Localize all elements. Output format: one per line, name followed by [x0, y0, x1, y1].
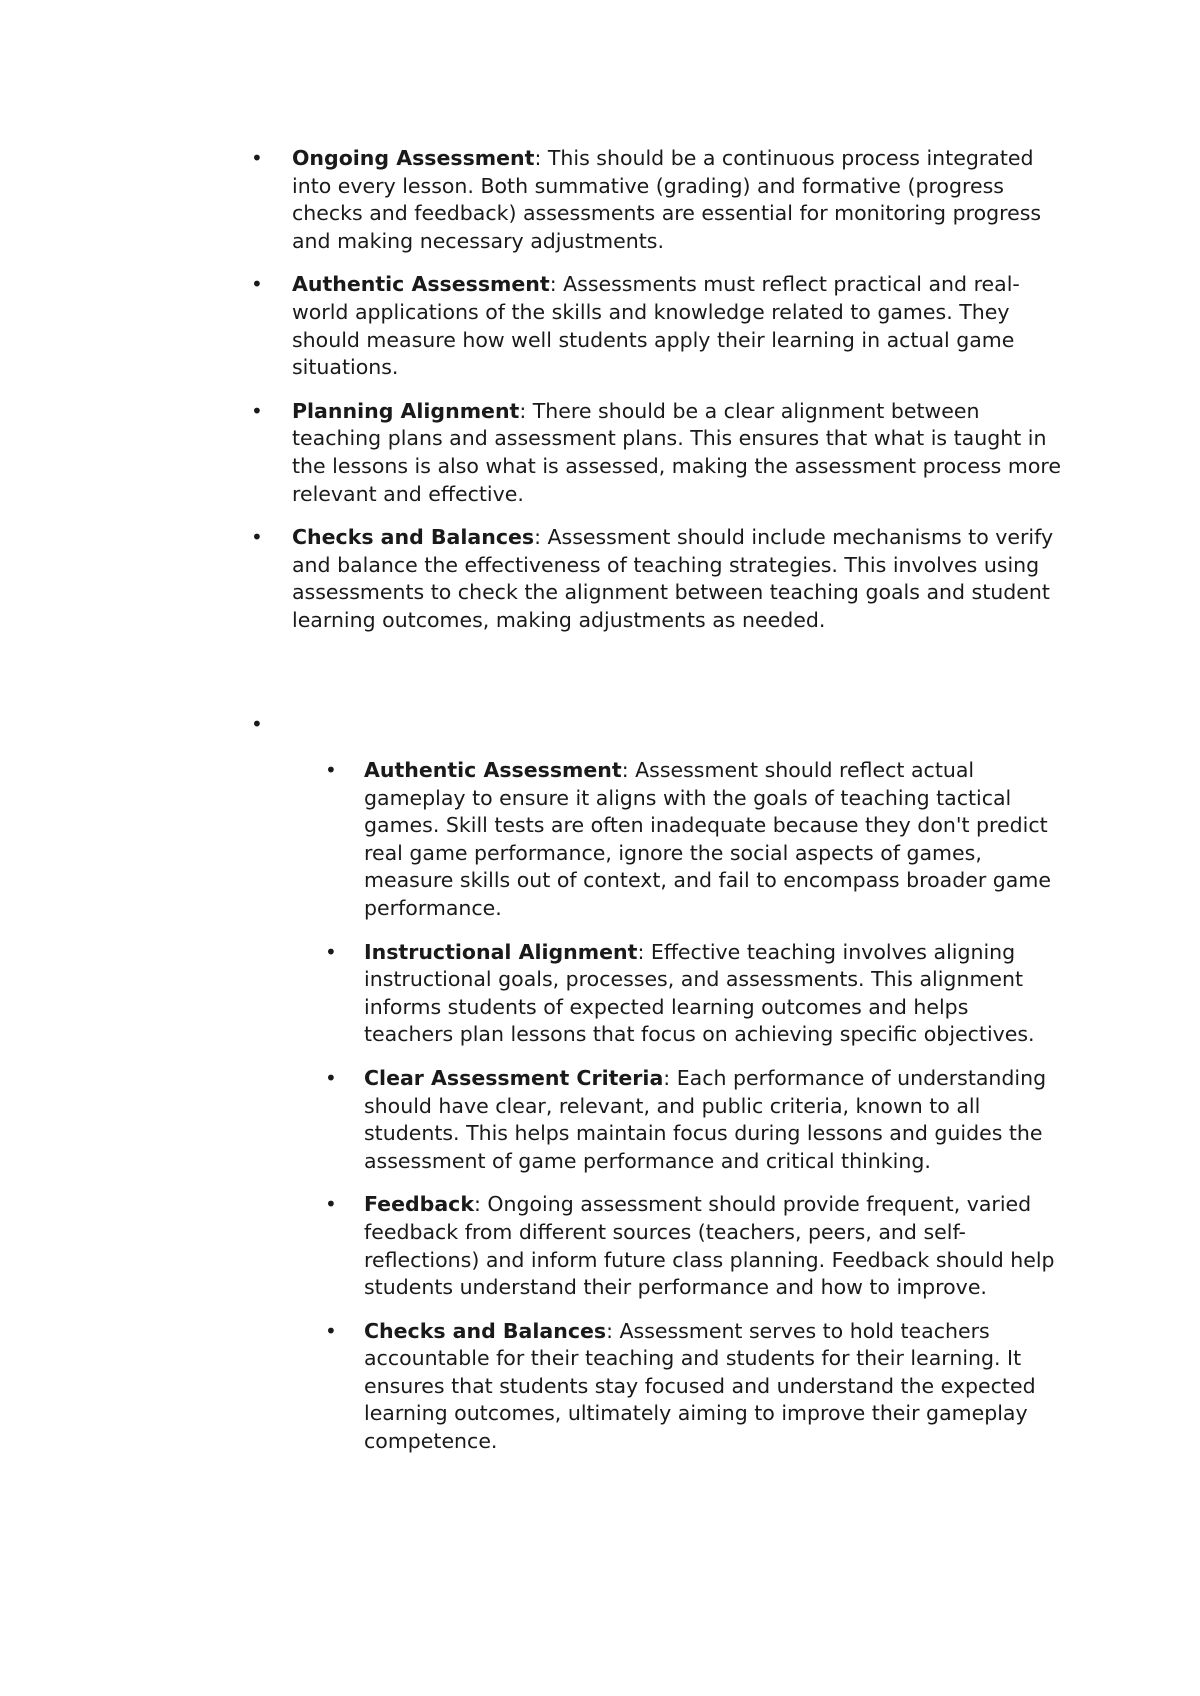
bullet-icon: •: [325, 939, 337, 964]
nested-list-item: [325, 757, 1064, 923]
list-item-term: Instructional Alignment: [364, 939, 638, 964]
nested-list-item: [325, 1065, 1064, 1175]
bullet-icon: •: [251, 525, 263, 550]
list-item-term: Authentic Assessment: [292, 272, 550, 297]
bullet-icon: •: [325, 758, 337, 782]
list-item-term: Clear Assessment Criteria: [364, 1065, 664, 1090]
list-item-term: Authentic Assessment: [364, 758, 622, 782]
list-item-text: : Assessment should reflect actual gameplay to ensure it aligns with the goals of teaching tactical games. Skill tests are often inadequate because they don't predict real game performance, ignore the social aspects of games, measure skills out of context, and fail to encompass broader game performance.: [364, 758, 1051, 920]
nested-list-item: [325, 939, 1064, 1049]
list-item: [251, 271, 1062, 381]
list-item-term: Checks and Balances: [292, 525, 535, 550]
bullet-icon: •: [325, 1192, 337, 1217]
nested-list-item: [325, 1318, 1064, 1456]
list-item: [251, 145, 1062, 255]
bullet-icon: •: [251, 272, 263, 297]
bullet-icon: •: [251, 146, 263, 170]
list-item-term: Feedback: [364, 1192, 474, 1217]
list-item-text: : Each performance of understanding should have clear, relevant, and public criteria, known to all students. This helps maintain focus during lessons and guides the assessment of game performance and critical thinking.: [364, 1065, 1047, 1173]
list-item-text: : This should be a continuous process integrated into every lesson. Both summative (grading) and formative (progress checks and feedback) assessments are essential for monitoring progress and making necessary adjustments.: [292, 146, 1042, 253]
bullet-icon: •: [325, 1065, 337, 1090]
bullet-icon: •: [325, 1318, 337, 1343]
list-item-text: : Effective teaching involves aligning instructional goals, processes, and assessments. This alignment informs students of expected learning outcomes and helps teachers plan lessons that focus on achieving specific objectives.: [364, 939, 1035, 1047]
list-item: [251, 524, 1062, 634]
top-bullet-list: [251, 145, 1062, 651]
nested-list-item: [325, 1191, 1064, 1301]
list-item-text: : Assessments must reflect practical and real-world applications of the skills and knowledge related to games. They should measure how well students apply their learning in actual game situations.: [292, 272, 1020, 380]
list-item-text: : There should be a clear alignment between teaching plans and assessment plans. This ensures that what is taught in the lessons is also what is assessed, making the assessment process more relevant and effective.: [292, 398, 1061, 506]
list-item-text: : Assessment serves to hold teachers accountable for their teaching and students for their learning. It ensures that students stay focused and understand the expected learning outcomes, ultimately aiming to improve their gameplay competence.: [364, 1318, 1036, 1454]
nested-bullet-list: [325, 757, 1064, 1472]
empty-bullet-icon: •: [251, 712, 263, 736]
list-item-text: : Assessment should include mechanisms to verify and balance the effectiveness of teaching strategies. This involves using assessments to check the alignment between teaching goals and student learning outcomes, making adjustments as needed.: [292, 525, 1054, 632]
list-item-term: Ongoing Assessment: [292, 146, 535, 170]
list-item-term: Checks and Balances: [364, 1318, 607, 1343]
list-item-text: : Ongoing assessment should provide frequent, varied feedback from different sources (teachers, peers, and self-reflections) and inform future class planning. Feedback should help students understand their performance and how to improve.: [364, 1192, 1055, 1300]
list-item-term: Planning Alignment: [292, 398, 520, 423]
bullet-icon: •: [251, 398, 263, 423]
list-item: [251, 398, 1062, 508]
